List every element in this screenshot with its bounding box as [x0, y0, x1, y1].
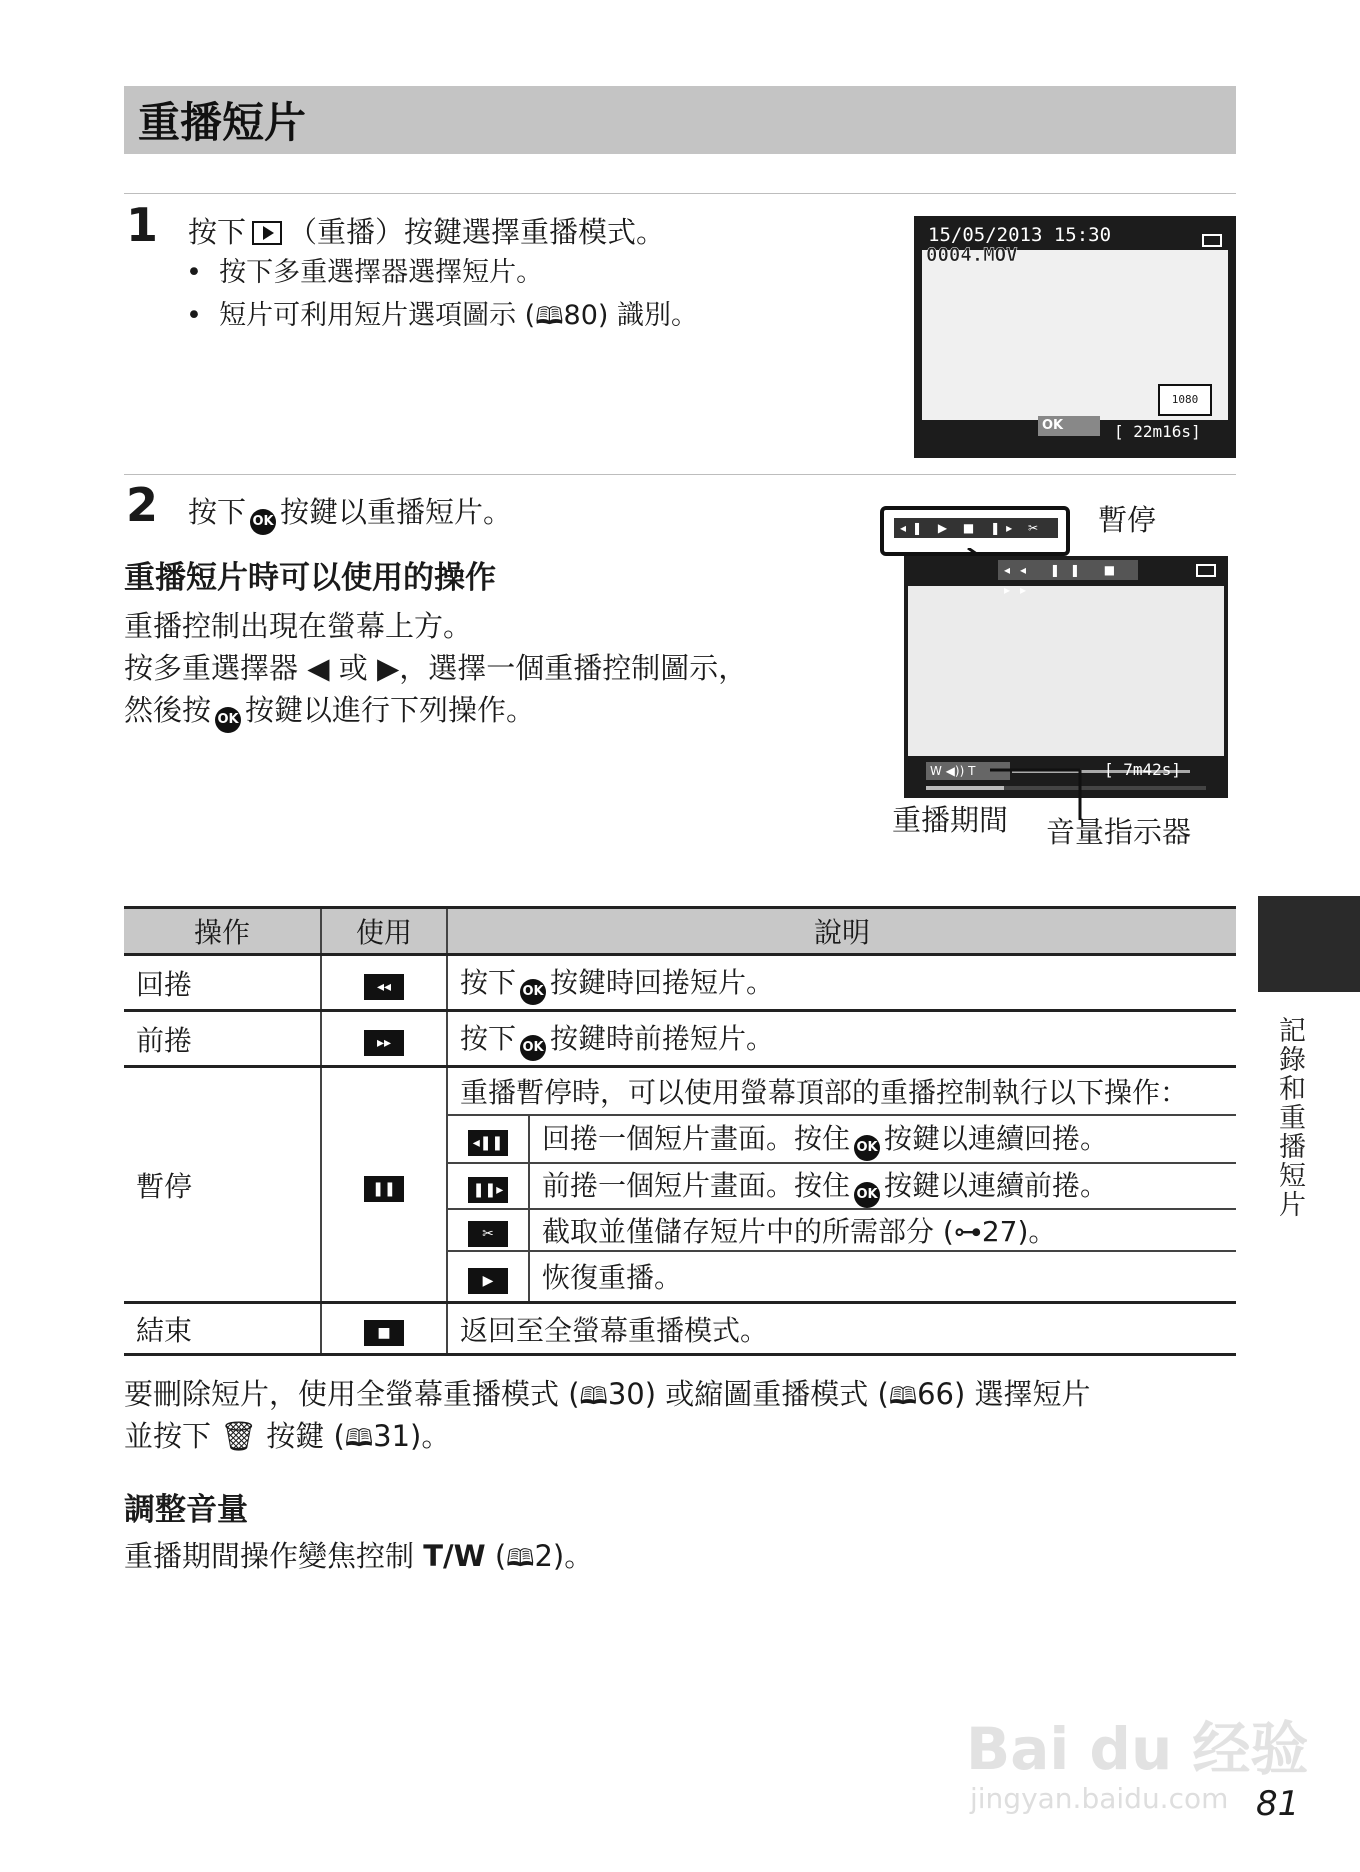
volume-heading: 調整音量	[124, 1492, 248, 1528]
step-1-bullet-1: • 按下多重選擇器選擇短片。	[186, 257, 544, 288]
header-operation: 操作	[124, 908, 321, 955]
table-row	[124, 955, 1236, 1011]
screen-1-filename: 0004.MOV	[926, 244, 1018, 266]
step-1-text: 按下 （重播）按鍵選擇重播模式。	[188, 215, 666, 249]
op-rewind: 回捲	[124, 955, 321, 1011]
chapter-side-tab	[1258, 896, 1360, 992]
ok-button-icon: OK	[520, 979, 546, 1005]
book-ref-icon: 🕮	[535, 302, 564, 330]
desc-frame-forward: 前捲一個短片畫面。按住 OK 按鍵以連續前捲。	[529, 1163, 1236, 1209]
battery-icon	[1202, 234, 1222, 247]
playback-controls-bar: ◂◂ ❚❚ ■ ▸▸	[998, 560, 1138, 580]
rewind-icon: ◂◂	[364, 974, 404, 1000]
desc-edit: 截取並僅儲存短片中的所需部分 (⊶27)。	[529, 1209, 1236, 1251]
book-ref-icon: 🕮	[344, 1424, 374, 1452]
pause-controls-bar: ◂❚ ▶ ■ ❚▸ ✂	[894, 518, 1058, 538]
video-size-badge-icon: 1080	[1158, 384, 1212, 416]
chapter-side-label: 記錄和重播短片	[1274, 1016, 1305, 1219]
frame-forward-icon: ❚❚▸	[468, 1177, 508, 1203]
menu-ref-icon: ⊶	[953, 1214, 982, 1248]
divider	[124, 474, 1236, 475]
play-button-icon	[252, 221, 282, 245]
table-row	[124, 1011, 1236, 1067]
book-ref-icon: 🕮	[579, 1382, 608, 1410]
ok-button-icon: OK	[215, 707, 241, 733]
camera-screen-1	[914, 216, 1236, 458]
step-2-text: 按下 OK 按鍵以重播短片。	[188, 492, 512, 535]
screen-1-datetime: 15/05/2013 15:30	[928, 224, 1112, 246]
table-row	[124, 1303, 1236, 1355]
divider	[124, 193, 1236, 194]
book-ref-icon: 🕮	[506, 1544, 535, 1572]
frame-rewind-icon: ◂❚❚	[468, 1130, 508, 1156]
ok-button-icon: OK	[520, 1035, 546, 1061]
volume-indicator-icon: W ◀)) T	[926, 762, 1010, 780]
page-title: 重播短片	[138, 98, 307, 147]
op-end: 結束	[124, 1303, 321, 1355]
header-description: 說明	[447, 908, 1236, 955]
desc-rewind: 按下 OK 按鍵時回捲短片。	[447, 955, 1236, 1011]
desc-resume: 恢復重播。	[529, 1251, 1236, 1303]
table-row	[124, 1067, 1236, 1115]
operations-line-2: 按多重選擇器 ◀ 或 ▶，選擇一個重播控制圖示，	[124, 651, 748, 685]
screen-2-display	[908, 586, 1224, 756]
screen-1-duration: [ 22m16s]	[1114, 422, 1201, 441]
scissors-icon: ✂	[468, 1221, 508, 1247]
watermark-logo: Bai du 经验	[966, 1715, 1309, 1783]
operations-line-1: 重播控制出現在螢幕上方。	[124, 609, 473, 643]
op-forward: 前捲	[124, 1011, 321, 1067]
ok-play-indicator: OK	[1038, 416, 1100, 436]
ok-button-icon: OK	[854, 1182, 880, 1208]
stop-icon: ■	[364, 1320, 404, 1346]
screen-2-duration: [ 7m42s]	[1104, 760, 1182, 779]
camera-screen-2	[904, 556, 1228, 798]
book-ref-icon: 🕮	[888, 1382, 918, 1410]
resume-play-icon: ▶	[468, 1268, 508, 1294]
operations-line-3: 然後按 OK 按鍵以進行下列操作。	[124, 690, 535, 733]
title-bar	[124, 86, 1236, 154]
watermark-url: jingyan.baidu.com	[970, 1782, 1229, 1815]
volume-text: 重播期間操作變焦控制 T/W (🕮2)。	[124, 1536, 593, 1578]
op-pause: 暫停	[124, 1067, 321, 1303]
page-number: 81	[1256, 1784, 1300, 1824]
step-1-bullet-2: • 短片可利用短片選項圖示 (🕮80) 識別。	[186, 297, 698, 335]
fast-forward-icon: ▸▸	[364, 1030, 404, 1056]
desc-forward: 按下 OK 按鍵時前捲短片。	[447, 1011, 1236, 1067]
ok-button-icon: OK	[250, 509, 276, 535]
operations-heading: 重播短片時可以使用的操作	[124, 560, 496, 596]
battery-icon	[1196, 564, 1216, 577]
label-volume-indicator: 音量指示器	[1046, 815, 1192, 849]
delete-note-line-1: 要刪除短片，使用全螢幕重播模式 (🕮30) 或縮圖重播模式 (🕮66) 選擇短片	[124, 1374, 1091, 1416]
label-pause: 暫停	[1098, 503, 1157, 537]
table-header-row	[124, 908, 1236, 955]
desc-frame-rewind: 回捲一個短片畫面。按住 OK 按鍵以連續回捲。	[529, 1115, 1236, 1163]
desc-pause-intro: 重播暫停時，可以使用螢幕頂部的重播控制執行以下操作：	[447, 1067, 1236, 1115]
header-use: 使用	[321, 908, 447, 955]
pause-icon: ❚❚	[364, 1176, 404, 1202]
step-1-number: 1	[126, 198, 159, 252]
operations-table	[124, 906, 1236, 1356]
desc-end: 返回至全螢幕重播模式。	[447, 1303, 1236, 1355]
label-during-playback: 重播期間	[892, 803, 1009, 837]
delete-note-line-2: 並按下 🗑 按鍵 (🕮31)。	[124, 1416, 450, 1458]
step-2-number: 2	[126, 478, 159, 532]
ok-button-icon: OK	[854, 1135, 880, 1161]
trash-icon: 🗑	[220, 1419, 258, 1453]
